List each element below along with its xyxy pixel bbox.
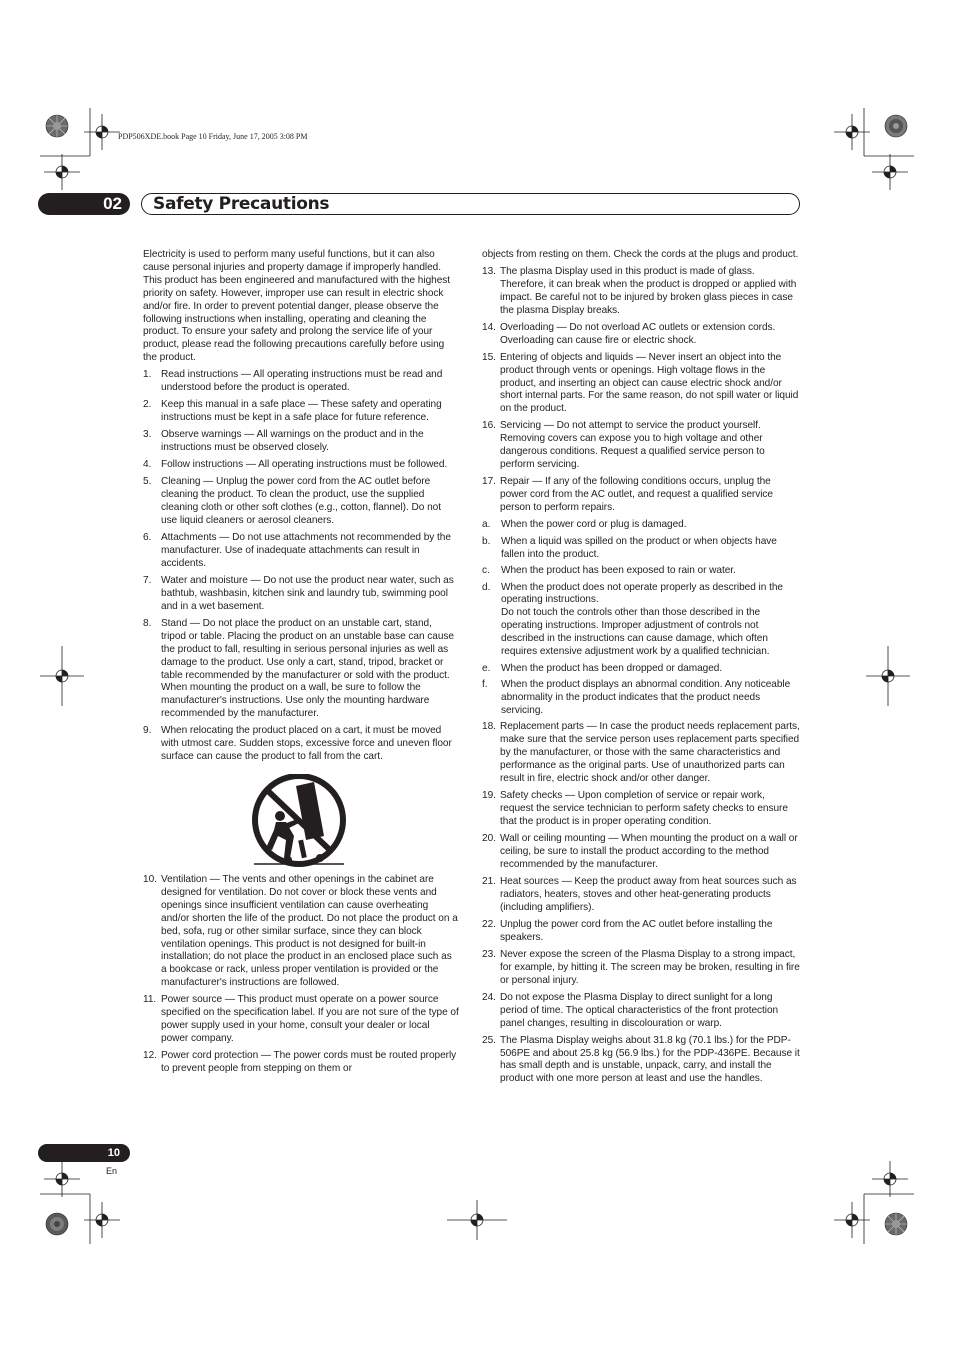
precaution-list-continued xyxy=(143,874,459,1076)
repair-condition xyxy=(482,519,800,532)
item-number: 1. xyxy=(143,369,152,381)
item-number: 7. xyxy=(143,574,152,586)
precaution-item xyxy=(143,725,459,764)
page-language: En xyxy=(106,1166,118,1176)
repair-condition xyxy=(482,582,800,659)
registration-mark-icon xyxy=(84,1202,120,1238)
item-number: 3. xyxy=(143,429,152,441)
item-text: When the product displays an abnormal condition. Any noticeable abnormality in the product indicates that the product needs servicing. xyxy=(501,679,791,716)
precaution-item xyxy=(143,429,459,455)
item-number: 20. xyxy=(482,833,496,845)
item-text: Do not expose the Plasma Display to direct sunlight for a long period of time. The optical characteristics of the front protection panel changes, resulting in discolouration or warp. xyxy=(500,991,779,1029)
item-number: 9. xyxy=(143,725,152,737)
item-text: Stand — Do not place the product on an unstable cart, stand, tripod or table. Placing the product on an unstable base can cause the product to fall, resulting in serious personal injuries as well as damage to the product. Use only a cart, stand, tripod, bracket or table recommended by the manufacturer or sold with the product. When mounting the product on a wall, be sure to follow the manufacturer's instructions. Use only the mounting hardware recommended by the manufacturer. xyxy=(161,617,454,720)
repair-condition xyxy=(482,679,800,718)
item-text: Servicing — Do not attempt to service the product yourself. Removing covers can expose you to high voltage and other dangerous conditions. Request a qualified service person to perform servicing. xyxy=(500,420,765,471)
item-number: 15. xyxy=(482,351,496,363)
precaution-item xyxy=(482,476,800,515)
item-text: Safety checks — Upon completion of service or repair work, request the service technician to perform safety checks to ensure that the product is in proper operating condition. xyxy=(500,790,788,827)
registration-mark-icon xyxy=(44,154,80,190)
item-text: When the product has been dropped or damaged. xyxy=(501,662,723,674)
repair-condition xyxy=(482,536,800,562)
item-text: Read instructions — All operating instructions must be read and understood before the product is operated. xyxy=(161,369,443,394)
item-number: c. xyxy=(482,565,490,577)
cart-tip-over-warning-icon xyxy=(250,774,348,870)
item-text: Heat sources — Keep the product away from heat sources such as radiators, heaters, stoves and other heat-generating products (including amplifiers). xyxy=(500,875,797,913)
book-info-line: PDP506XDE.book Page 10 Friday, June 17, 2005 3:08 PM xyxy=(118,132,308,141)
page-number-badge xyxy=(38,1144,130,1162)
registration-mark-icon xyxy=(834,1202,870,1238)
registration-mark-icon xyxy=(40,646,84,706)
item-text: Observe warnings — All warnings on the product and in the instructions must be observed closely. xyxy=(161,429,424,454)
item-number: 23. xyxy=(482,948,496,960)
precaution-item xyxy=(482,1035,800,1087)
item-text: The Plasma Display weighs about 31.8 kg (70.1 lbs.) for the PDP-506PE and about 25.8 kg (56.9 lbs.) for the PDP-436PE. Because it has small depth and is unstable, unpack, carry, and install the product with one more person at least and use the handles. xyxy=(500,1034,800,1085)
item-text: Wall or ceiling mounting — When mounting the product on a wall or ceiling, be sure to install the product according to the method recommended by the manufacturer. xyxy=(500,833,798,870)
precaution-item xyxy=(482,876,800,915)
page-title: Safety Precautions xyxy=(153,194,330,214)
item-number: f. xyxy=(482,679,488,691)
item-number: a. xyxy=(482,519,491,531)
item-number: 24. xyxy=(482,991,496,1003)
item-text: The plasma Display used in this product is made of glass. Therefore, it can break when the product is dropped or applied with impact. Be careful not to be injured by broken glass pieces in case the plasma Display breaks. xyxy=(500,265,797,316)
intro-paragraph: Electricity is used to perform many useful functions, but it can also cause personal injuries and property damage if improperly handled. This product has been engineered and manufactured with the highest priority on safety. However, improper use can result in electric shock and/or fire. In order to prevent potential danger, please observe the following instructions when installing, operating and cleaning the product. To ensure your safety and prolong the service life of your product, please read the following precautions carefully before using the product. xyxy=(143,249,451,364)
item-text: Entering of objects and liquids — Never insert an object into the product through vents or openings. High voltage flows in the product, and inserting an object can cause electric shock and/or short internal parts. For the same reason, do not spill water or liquid on the product. xyxy=(500,351,799,415)
color-target-icon xyxy=(45,114,69,138)
repair-conditions-list xyxy=(482,519,800,718)
item-text: Keep this manual in a safe place — These safety and operating instructions must be kept in a safe place for future reference. xyxy=(161,399,442,424)
item-number: 17. xyxy=(482,476,496,488)
item-text: When the product does not operate properly as described in the operating instructions. xyxy=(501,581,783,606)
item-number: d. xyxy=(482,581,491,593)
repair-condition xyxy=(482,663,800,676)
item-number: 5. xyxy=(143,476,152,488)
precaution-item xyxy=(143,1050,459,1076)
page-header xyxy=(38,193,800,215)
precaution-item xyxy=(482,790,800,829)
item-number: 11. xyxy=(143,994,157,1006)
item-text: Ventilation — The vents and other openings in the cabinet are designed for ventilation. Do not cover or block these vents and openings since insufficient ventilation can cause overheating and/or shorten the life of the product. Do not place the product on a bed, sofa, rug or other similar surface, since they can block ventilation openings. This product is not designed for built-in installation; do not place the product in an enclosed place such as a bookcase or rack, unless proper ventilation is provided or the manufacturer's instructions are followed. xyxy=(161,874,458,989)
registration-mark-icon xyxy=(834,114,870,150)
item-text: Unplug the power cord from the AC outlet before installing the speakers. xyxy=(500,918,773,943)
item-text: Never expose the screen of the Plasma Display to a strong impact, for example, by hitting it. The screen may be broken, resulting in fire or personal injury. xyxy=(500,948,800,986)
item-text: Cleaning — Unplug the power cord from the AC outlet before cleaning the product. To clean the product, use the supplied cleaning cloth or other soft clothes (e.g., cotton, flannel). Do not use liquid cleaners or aerosol cleaners. xyxy=(161,476,441,526)
registration-mark-icon xyxy=(872,1161,908,1197)
precaution-item xyxy=(482,352,800,417)
item-text: Overloading — Do not overload AC outlets or extension cords. Overloading can cause fire or electric shock. xyxy=(500,321,776,346)
item-number: 22. xyxy=(482,918,496,930)
precaution-item xyxy=(143,575,459,614)
chapter-number: 02 xyxy=(103,194,122,213)
item-text: When a liquid was spilled on the product or when objects have fallen into the product. xyxy=(501,535,777,560)
registration-mark-icon xyxy=(447,1200,507,1240)
precaution-item xyxy=(482,833,800,872)
precaution-item xyxy=(482,322,800,348)
precaution-item xyxy=(143,532,459,571)
item-number: 16. xyxy=(482,420,496,432)
precaution-item xyxy=(143,459,459,472)
precaution-item xyxy=(143,476,459,528)
item-number: 14. xyxy=(482,321,496,333)
precaution-item xyxy=(482,992,800,1031)
color-target-icon xyxy=(884,1212,908,1236)
precaution-item xyxy=(482,919,800,945)
precaution-item xyxy=(482,420,800,472)
precaution-item xyxy=(482,721,800,786)
precaution-item xyxy=(143,874,459,990)
precaution-item xyxy=(482,949,800,988)
precaution-item xyxy=(482,266,800,318)
right-column xyxy=(482,249,800,1090)
registration-mark-icon xyxy=(84,114,120,150)
page-number: 10 xyxy=(107,1147,120,1159)
item-number: e. xyxy=(482,662,491,674)
item-text: When the product has been exposed to rain or water. xyxy=(501,565,736,577)
item-number: b. xyxy=(482,535,491,547)
item-number: 6. xyxy=(143,532,152,544)
left-column xyxy=(143,249,459,1080)
item-number: 12. xyxy=(143,1050,157,1062)
item-text: When the power cord or plug is damaged. xyxy=(501,519,687,531)
item-number: 2. xyxy=(143,399,152,411)
repair-condition xyxy=(482,565,800,578)
item-text: Attachments — Do not use attachments not recommended by the manufacturer. Use of inadequate attachments can result in accidents. xyxy=(161,532,451,569)
precaution-item xyxy=(143,369,459,395)
color-target-icon xyxy=(45,1212,69,1236)
registration-mark-icon xyxy=(44,1161,80,1197)
item-extra-text: Do not touch the controls other than those described in the operating instructions. Improper adjustment of controls not described in the instructions can cause damage, which often requires extensive adjustment work by a qualified technician. xyxy=(501,607,770,658)
item-number: 10. xyxy=(143,874,157,886)
item-12-continuation: objects from resting on them. Check the cords at the plugs and product. xyxy=(482,249,799,260)
item-text: Power cord protection — The power cords must be routed properly to prevent people from stepping on them or xyxy=(161,1050,457,1075)
color-target-icon xyxy=(884,114,908,138)
item-text: When relocating the product placed on a cart, it must be moved with utmost care. Sudden stops, excessive force and uneven floor surface can cause the product to fall from the cart. xyxy=(161,725,452,763)
precaution-item xyxy=(143,399,459,425)
registration-mark-icon xyxy=(872,154,908,190)
item-text: Water and moisture — Do not use the product near water, such as bathtub, washbasin, kitchen sink and laundry tub, swimming pool and in a wet basement. xyxy=(161,574,454,612)
precaution-list-right-continued xyxy=(482,721,800,1086)
item-number: 8. xyxy=(143,617,152,629)
item-text: Replacement parts — In case the product needs replacement parts, make sure that the service person uses replacement parts specified by the manufacturer, or those with the same characteristics and performance as the original parts. Use of unauthorized parts can result in fire, electric shock and/or other danger. xyxy=(500,721,800,785)
item-text: Repair — If any of the following conditions occurs, unplug the power cord from the AC outlet, and request a qualified service person to perform repairs. xyxy=(500,476,773,514)
item-number: 19. xyxy=(482,790,496,802)
item-number: 13. xyxy=(482,265,496,277)
item-number: 25. xyxy=(482,1034,496,1046)
item-text: Follow instructions — All operating instructions must be followed. xyxy=(161,459,448,471)
item-text: Power source — This product must operate on a power source specified on the specification label. If you are not sure of the type of power supply used in your home, consult your dealer or local power company. xyxy=(161,994,459,1045)
title-frame xyxy=(141,193,800,215)
registration-mark-icon xyxy=(866,646,910,706)
precaution-item xyxy=(143,994,459,1046)
precaution-list xyxy=(143,369,459,764)
item-number: 4. xyxy=(143,459,152,471)
chapter-badge xyxy=(38,193,130,215)
item-number: 21. xyxy=(482,875,496,887)
precaution-item xyxy=(143,618,459,721)
item-number: 18. xyxy=(482,721,496,733)
precaution-list-right xyxy=(482,266,800,515)
